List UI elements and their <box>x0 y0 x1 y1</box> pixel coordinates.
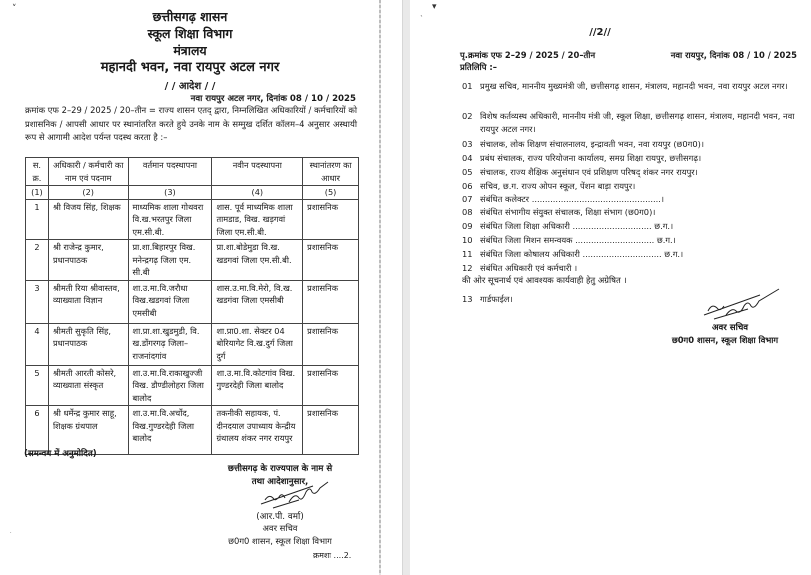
order-authority-line: तथा आदेशानुसार, <box>251 477 309 487</box>
copy-list-number: 03 <box>462 139 473 149</box>
col-header-sno: स. क्र. <box>26 158 49 186</box>
copy-list-item <box>462 166 798 179</box>
col-header-current-posting: वर्तमान पदस्थापना <box>128 158 212 186</box>
cell-basis: प्रशासनिक <box>303 323 359 365</box>
signature-icon <box>700 285 795 321</box>
copy-list-text: संबंधित संभागीय संयुक्त संचालक, शिक्षा संभाग (छ0ग0)। <box>480 207 656 217</box>
cell-basis: प्रशासनिक <box>303 240 359 281</box>
approval-note: (समन्वय में अनुमोदित) <box>24 449 97 459</box>
copy-list-number: 01 <box>462 81 473 91</box>
continued-marker: क्रमशः ....2. <box>313 551 352 560</box>
cell-sno: 6 <box>26 406 49 455</box>
copy-list-text: संबंधित जिला कोषालय अधिकारी .............................. छ.ग.। <box>480 249 684 259</box>
copy-list-text: संबंधित जिला शिक्षा अधिकारी .............................. छ.ग.। <box>480 221 674 231</box>
copy-list-text: विशेष कर्तव्यस्थ अधिकारी, माननीय मंत्री जी, स्कूल शिक्षा, छत्तीसगढ़ शासन, मंत्रालय, महानदी भवन, नवा रायपुर अटल नगर। <box>480 111 795 134</box>
copy-list-number: 11 <box>462 249 473 259</box>
cell-name: श्रीमती आरती कोसरे, व्याख्याता संस्कृत <box>48 365 128 406</box>
governor-order-line: छत्तीसगढ़ के राज्यपाल के नाम से <box>227 464 333 474</box>
scan-mark: ˅ <box>12 4 17 14</box>
cell-current-posting: शा.उ.मा.वि.जरौधा विख.खडगवां जिला एमसीबी <box>128 280 212 323</box>
cell-basis: प्रशासनिक <box>303 280 359 323</box>
page-edge <box>379 0 381 575</box>
copy-list-number: 07 <box>462 194 473 204</box>
order-title: / / आदेश / / <box>164 81 216 92</box>
column-number-row <box>26 186 359 200</box>
endorsement-number: पृ.क्रमांक एफ 2–29 / 2025 / 20–तीन <box>460 50 596 60</box>
transfer-table <box>25 157 359 455</box>
table-row <box>26 365 359 406</box>
copy-list-number: 06 <box>462 181 473 191</box>
table-row <box>26 240 359 281</box>
column-number: (4) <box>212 186 303 200</box>
signatory-designation: अवर सचिव <box>711 323 749 333</box>
signatory-designation: अवर सचिव <box>262 523 298 533</box>
cell-sno: 5 <box>26 365 49 406</box>
copy-list-item <box>462 80 798 93</box>
cell-basis: प्रशासनिक <box>303 365 359 406</box>
copy-list-text: प्रमुख सचिव, माननीय मुख्यमंत्री जी, छत्तीसगढ़ शासन, मंत्रालय, महानदी भवन, नवा रायपुर अटल नगर। <box>480 81 788 91</box>
cell-current-posting: शा.प्रा.शा.खुडमुडी, वि. ख.डोंगरगढ़ जिला–राजनांदगांव <box>128 323 212 365</box>
column-number: (1) <box>26 186 49 200</box>
copy-list-text: संचालक, लोक शिक्षण संचालनालय, इन्द्रावती भवन, नवा रायपुर (छ0ग0)। <box>480 139 704 149</box>
cell-new-posting: शास.उ.मा.वि.मेरो, वि.ख. खडगंवा जिला एमसीबी <box>212 280 303 323</box>
cell-new-posting: शा.उ.मा.वि.कोटगांव विख. गुण्डरदेही जिला बालोद <box>212 365 303 406</box>
scan-speck: · <box>10 530 12 536</box>
cell-name: श्री राजेन्द्र कुमार, प्रधानपाठक <box>48 240 128 281</box>
copy-list-text: प्रबंध संचालक, राज्य परियोजना कार्यालय, समग्र शिक्षा रायपुर, छत्तीसगढ़। <box>480 153 702 163</box>
govt-name: छत्तीसगढ़ शासन <box>152 9 228 24</box>
cell-current-posting: प्रा.शा.बिहारपुर विख. मनेन्द्रगढ़ जिला एम. सी.बी <box>128 240 212 281</box>
copy-list-number: 05 <box>462 167 473 177</box>
copy-list-number: 12 <box>462 263 473 273</box>
cell-new-posting: प्रा.शा.बोडेमुडा वि.ख. खडगवां जिला एम.सी.बी. <box>212 240 303 281</box>
copy-list-item <box>462 152 798 165</box>
order-page-1 <box>0 0 380 575</box>
cell-current-posting: माध्यमिक शाला गोथवरा वि.ख.भरतपुर जिला एम.सी.बी. <box>128 199 212 240</box>
column-number: (2) <box>48 186 128 200</box>
department-name: स्कूल शिक्षा विभाग <box>147 26 233 41</box>
signatory-department: छ0ग0 शासन, स्कूल शिक्षा विभाग <box>228 536 332 546</box>
cell-sno: 2 <box>26 240 49 281</box>
table-header-row <box>26 158 359 186</box>
forward-note: की ओर सूचनार्थ एवं आवश्यक कार्यवाही हेतु अग्रेषित । <box>462 275 627 285</box>
copy-list-number: 13 <box>462 294 473 304</box>
copy-list-number: 04 <box>462 153 473 163</box>
cell-new-posting: शास. पूर्व माध्यमिक शाला तामडाड, विख. खड़गवां जिला एम.सी.बी. <box>212 199 303 240</box>
cell-sno: 1 <box>26 199 49 240</box>
copy-list-item <box>462 262 798 275</box>
col-header-name: अधिकारी / कर्मचारी का नाम एवं पदनाम <box>48 158 128 186</box>
office-address: महानदी भवन, नवा रायपुर अटल नगर <box>100 60 280 75</box>
copy-list-text: संबंधित कलेक्टर .................................................। <box>480 194 665 204</box>
cell-basis: प्रशासनिक <box>303 406 359 455</box>
copy-list-item <box>462 138 798 151</box>
cell-current-posting: शा.उ.मा.वि.राकाखुज्जी विख. डौण्डीलोहरा जिला बालोद <box>128 365 212 406</box>
col-header-basis: स्थानांतरण का आधार <box>303 158 359 186</box>
order-intro-paragraph: क्रमांक एफ 2–29 / 2025 / 20–तीन = राज्य शासन एतद् द्वारा, निम्नलिखित अधिकारियों / कर्मचारियों को प्रशासनिक / आपसी आधार पर स्थानांतरित करते हुये उनके नाम के सम्मुख दर्शित कॉलम–4 अनुसार अस्थायी रूप से आगामी आदेश पर्यन्त पदस्थ करता है :– <box>25 105 357 142</box>
cell-name: श्रीमती सुकृति सिंह, प्रधानपाठक <box>48 323 128 365</box>
copy-list-text: सचिव, छ.ग. राज्य ओपन स्कूल, पेंशन बाड़ा रायपुर। <box>480 181 636 191</box>
copy-list-text: संबंधित अधिकारी एवं कर्मचारी । <box>480 263 578 273</box>
cell-new-posting: शा.प्रा0.शा. सेक्टर 04 बोरियागेट वि.ख.दुर्ग जिला दुर्ग <box>212 323 303 365</box>
signatory-name: (आर.पी. वर्मा) <box>256 512 304 522</box>
column-number: (5) <box>303 186 359 200</box>
copy-list-text: गार्डफाईल। <box>480 294 513 304</box>
copy-list-item <box>462 180 798 193</box>
cell-current-posting: शा.उ.मा.वि.अर्चोद, विख.गुण्डरदेही जिला बालोद <box>128 406 212 455</box>
endorsement-place-date: नवा रायपुर, दिनांक 08 / 10 / 2025 <box>670 50 797 60</box>
cell-sno: 3 <box>26 280 49 323</box>
signature-icon <box>255 478 345 510</box>
copy-list-number: 09 <box>462 221 473 231</box>
copy-to-label: प्रतिलिपि :– <box>460 62 497 72</box>
scan-mark: ˎ <box>420 9 424 17</box>
copy-list-text: संबंधित जिला मिशन समन्वयक .............................. छ.ग.। <box>480 235 676 245</box>
cell-basis: प्रशासनिक <box>303 199 359 240</box>
copy-list-item <box>462 220 798 233</box>
cell-new-posting: तकनीकी सहायक, पं. दीनदयाल उपाध्याय केन्द्रीय ग्रंथालय शंकर नगर रायपुर <box>212 406 303 455</box>
copy-list-text: संचालक, राज्य शैक्षिक अनुसंधान एवं प्रशिक्षण परिषद् शंकर नगर रायपुर। <box>480 167 698 177</box>
cell-name: श्री धर्मेन्द्र कुमार साहू, शिक्षक ग्रंथपाल <box>48 406 128 455</box>
signatory-department: छ0ग0 शासन, स्कूल शिक्षा विभाग <box>671 335 779 345</box>
table-row <box>26 323 359 365</box>
copy-list-item <box>462 110 798 136</box>
scan-mark: ▾ <box>432 2 437 12</box>
copy-list-item <box>462 206 798 219</box>
cell-name: श्री विजय सिंह, शिक्षक <box>48 199 128 240</box>
ministry-name: मंत्रालय <box>173 43 207 58</box>
cell-sno: 4 <box>26 323 49 365</box>
cell-name: श्रीमती रिया श्रीवास्तव, व्याख्याता विज्ञान <box>48 280 128 323</box>
copy-list-number: 10 <box>462 235 473 245</box>
copy-list-number: 08 <box>462 207 473 217</box>
order-place-date: नवा रायपुर अटल नगर, दिनांक 08 / 10 / 2025 <box>190 94 356 104</box>
copy-list-item <box>462 248 798 261</box>
page-number-marker: //2// <box>589 27 611 38</box>
column-number: (3) <box>128 186 212 200</box>
copy-list-number: 02 <box>462 111 473 121</box>
copy-list-item <box>462 234 798 247</box>
copy-list-item <box>462 193 798 206</box>
col-header-new-posting: नवीन पदस्थापना <box>212 158 303 186</box>
table-row <box>26 199 359 240</box>
table-row <box>26 280 359 323</box>
